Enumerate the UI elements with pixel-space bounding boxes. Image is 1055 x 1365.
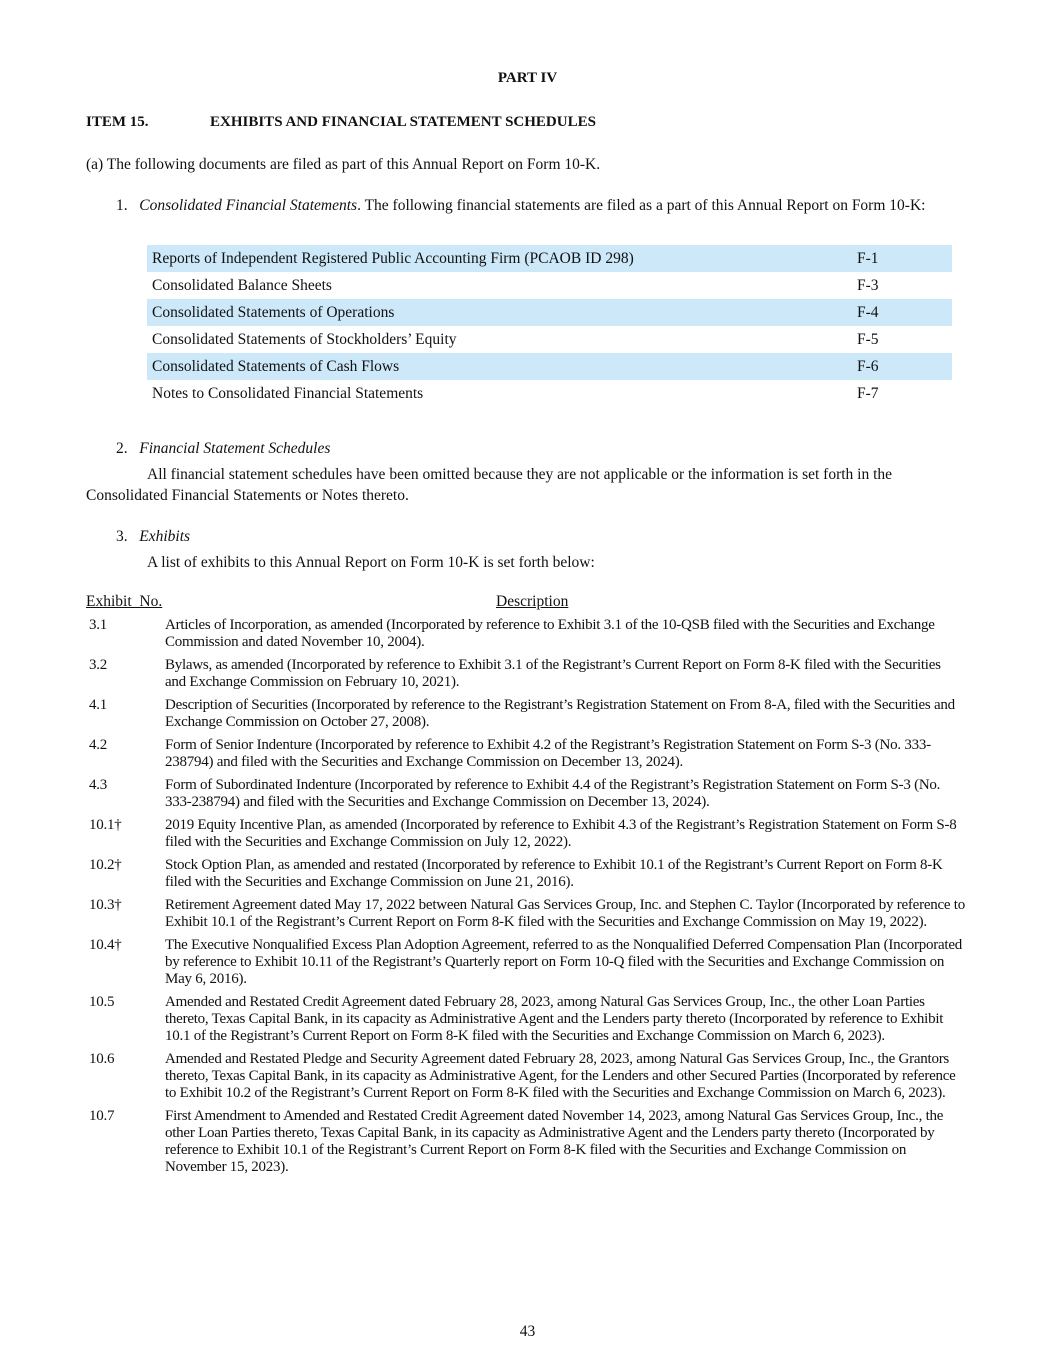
exhibit-description: Amended and Restated Pledge and Security Agreement dated February 28, 2023, among Natural Gas Services Group, Inc., the Grantors thereto, Texas Capital Bank, in its capacity as Administrative Agent, for the Lenders and other Secured Parties (Incorporated by reference to Exhibit 10.2 of the Registrant’s Current Report on Form 8-K filed with the Securities and Exchange Commission on March 6, 2023).: [165, 1051, 956, 1101]
statement-name: Consolidated Statements of Cash Flows: [152, 357, 400, 375]
exhibit-no-header: Exhibit No.: [86, 593, 163, 610]
exhibit-row: [86, 1051, 970, 1102]
exhibit-description: Stock Option Plan, as amended and restated (Incorporated by reference to Exhibit 10.1 of the Registrant’s Current Report on Form 8-K filed with the Securities and Exchange Commission on June 21, 2016).: [165, 857, 943, 890]
exhibit-number: 4.1: [89, 697, 107, 713]
statement-name: Consolidated Statements of Operations: [152, 303, 395, 321]
statement-page: F-1: [857, 249, 879, 267]
statement-page: F-7: [857, 384, 879, 402]
exhibit-row: [86, 697, 970, 731]
exhibit-number: 4.3: [89, 777, 107, 793]
statement-name: Consolidated Balance Sheets: [152, 276, 332, 294]
statement-page: F-4: [857, 303, 879, 321]
statement-row: [147, 245, 952, 272]
exhibit-row: [86, 617, 970, 651]
exhibit-number: 10.7: [89, 1108, 115, 1124]
exhibit-description: First Amendment to Amended and Restated Credit Agreement dated November 14, 2023, among Natural Gas Services Group, Inc., the other Loan Parties thereto, Texas Capital Bank, in its capacity as Administrative Agent and the Lenders party thereto (Incorporated by reference to Exhibit 10.1 of the Registrant’s Current Report on Form 8-K filed with the Securities and Exchange Commission on November 15, 2023).: [165, 1108, 944, 1175]
exhibit-number: 10.4†: [89, 937, 122, 953]
exhibit-row: [86, 857, 970, 891]
exhibit-description: Description of Securities (Incorporated by reference to the Registrant’s Registration Statement on From 8-A, filed with the Securities and Exchange Commission on October 27, 2008).: [165, 697, 955, 730]
exhibit-description: Amended and Restated Credit Agreement dated February 28, 2023, among Natural Gas Services Group, Inc., the other Loan Parties thereto, Texas Capital Bank, in its capacity as Administrative Agent and the Lenders party thereto (Incorporated by reference to Exhibit 10.1 of the Registrant’s Current Report on Form 8-K filed with the Securities and Exchange Commission on March 6, 2023).: [165, 994, 944, 1044]
section-3-heading: [86, 526, 970, 547]
item-heading: [86, 114, 596, 131]
exhibit-description: Retirement Agreement dated May 17, 2022 between Natural Gas Services Group, Inc. and Stephen C. Taylor (Incorporated by reference to Exhibit 10.1 of the Registrant’s Current Report on Form 8-K filed with the Securities and Exchange Commission on May 19, 2022).: [165, 897, 965, 930]
section-title: Exhibits: [139, 528, 191, 545]
exhibit-list: [86, 593, 970, 1182]
intro-paragraph: (a) The following documents are filed as part of this Annual Report on Form 10-K.: [86, 156, 601, 173]
exhibit-row: [86, 737, 970, 771]
exhibit-row: [86, 994, 970, 1045]
exhibit-row: [86, 817, 970, 851]
financial-statements-table: [147, 245, 952, 407]
statement-page: F-5: [857, 330, 879, 348]
statement-page: F-3: [857, 276, 879, 294]
part-heading: PART IV: [497, 70, 558, 86]
section-number: 2.: [116, 440, 128, 457]
exhibit-number: 10.2†: [89, 857, 122, 873]
statement-row: [147, 299, 952, 326]
statement-page: F-6: [857, 357, 879, 375]
statement-name: Consolidated Statements of Stockholders’ Equity: [152, 330, 457, 348]
statement-name: Notes to Consolidated Financial Statements: [152, 384, 424, 402]
exhibit-number: 10.3†: [89, 897, 122, 913]
statement-row: [147, 326, 952, 353]
exhibit-number: 10.1†: [89, 817, 122, 833]
section-title: Consolidated Financial Statements: [139, 197, 358, 214]
exhibit-description: The Executive Nonqualified Excess Plan Adoption Agreement, referred to as the Nonqualified Deferred Compensation Plan (Incorporated by reference to Exhibit 10.11 of the Registrant’s Quarterly report on Form 10-Q filed with the Securities and Exchange Commission on May 6, 2016).: [165, 937, 962, 987]
section-3-text: A list of exhibits to this Annual Report on Form 10-K is set forth below:: [147, 554, 595, 571]
section-number: 3.: [116, 528, 128, 545]
exhibit-row: [86, 897, 970, 931]
exhibit-number: 10.6: [89, 1051, 115, 1067]
exhibit-description: Form of Subordinated Indenture (Incorporated by reference to Exhibit 4.4 of the Registrant’s Registration Statement on Form S-3 (No. 333-238794) and filed with the Securities and Exchange Commission on December 13, 2024).: [165, 777, 941, 810]
section-number: 1.: [116, 197, 128, 214]
exhibit-row: [86, 777, 970, 811]
item-number: ITEM 15.: [86, 114, 149, 130]
statement-row: [147, 380, 952, 407]
item-title: EXHIBITS AND FINANCIAL STATEMENT SCHEDULES: [210, 114, 596, 130]
exhibit-description: Form of Senior Indenture (Incorporated by reference to Exhibit 4.2 of the Registrant’s Registration Statement on Form S-3 (No. 333-238794) and filed with the Securities and Exchange Commission on December 13, 2024).: [165, 737, 931, 770]
exhibit-number: 10.5: [89, 994, 115, 1010]
section-1: [86, 195, 970, 216]
description-header: Description: [496, 593, 569, 610]
exhibit-row: [86, 657, 970, 691]
exhibit-description: Bylaws, as amended (Incorporated by reference to Exhibit 3.1 of the Registrant’s Current Report on Form 8-K filed with the Securities and Exchange Commission on February 10, 2021).: [165, 657, 941, 690]
statement-row: [147, 353, 952, 380]
exhibit-row: [86, 937, 970, 988]
section-2-heading: [86, 438, 970, 459]
section-2-text: All financial statement schedules have been omitted because they are not applicable or the information is set forth in the Consolidated Financial Statements or Notes thereto.: [86, 466, 893, 504]
exhibit-number: 4.2: [89, 737, 107, 753]
section-title: Financial Statement Schedules: [139, 440, 331, 457]
exhibit-header: [86, 593, 970, 617]
exhibit-number: 3.2: [89, 657, 107, 673]
section-text: . The following financial statements are filed as a part of this Annual Report on Form 10-K:: [357, 197, 926, 214]
exhibit-row: [86, 1108, 970, 1176]
exhibit-number: 3.1: [89, 617, 107, 633]
page-number: 43: [519, 1323, 536, 1340]
exhibit-description: Articles of Incorporation, as amended (Incorporated by reference to Exhibit 3.1 of the 10-QSB filed with the Securities and Exchange Commission and dated November 10, 2004).: [165, 617, 935, 650]
statement-row: [147, 272, 952, 299]
statement-name: Reports of Independent Registered Public Accounting Firm (PCAOB ID 298): [152, 249, 634, 267]
exhibit-description: 2019 Equity Incentive Plan, as amended (Incorporated by reference to Exhibit 4.3 of the Registrant’s Registration Statement on Form S-8 filed with the Securities and Exchange Commission on July 12, 2022).: [165, 817, 957, 850]
